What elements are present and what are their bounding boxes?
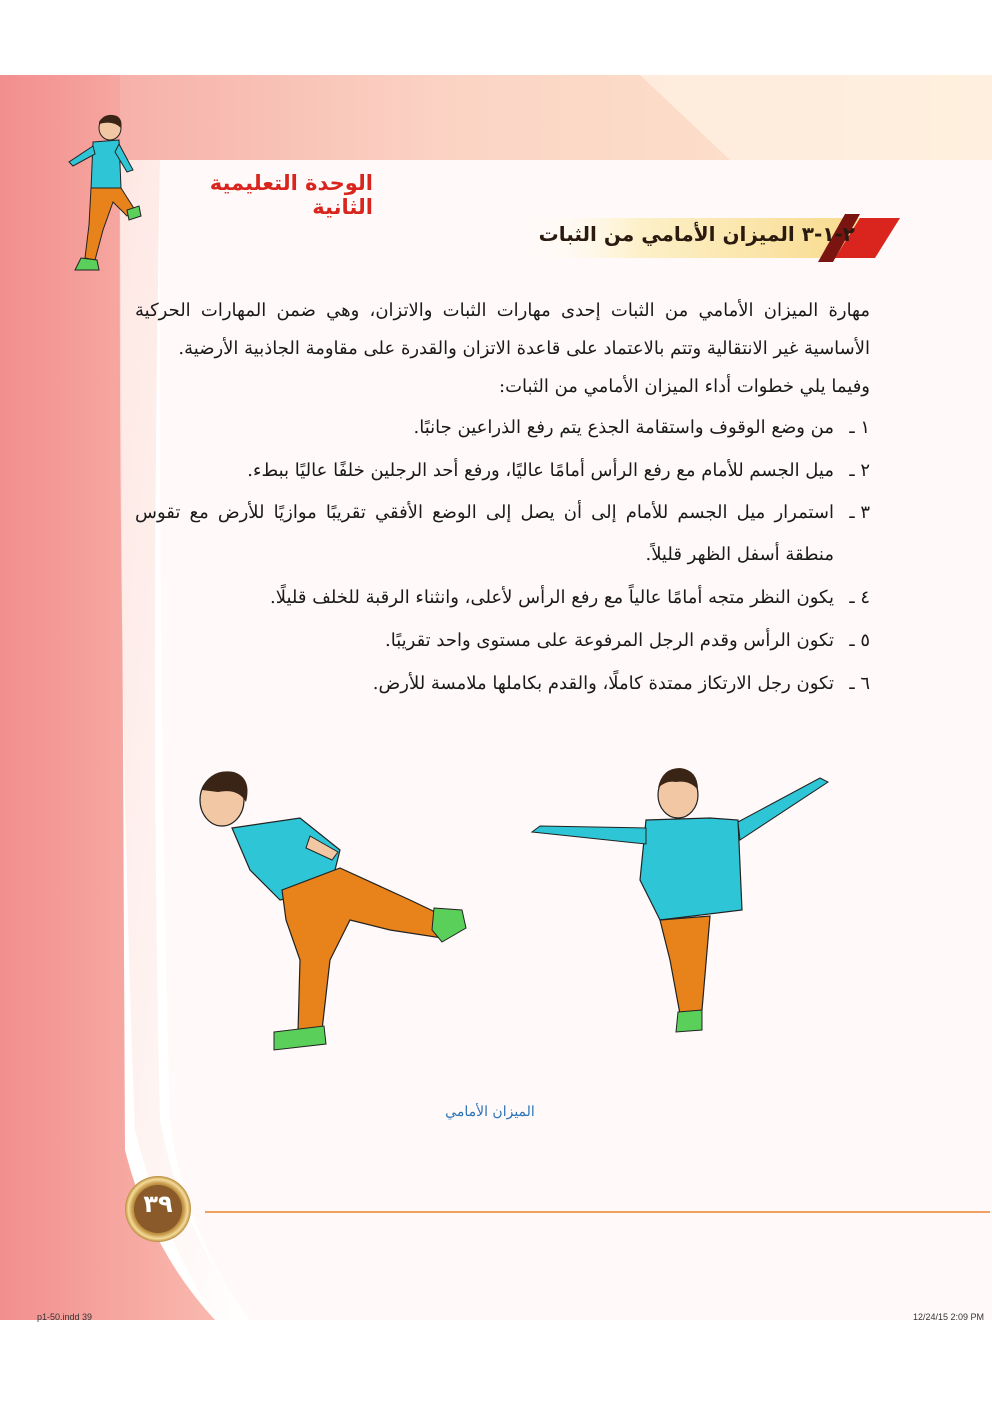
page-number: ٣٩ bbox=[143, 1190, 173, 1218]
step-number: ٣ ـ bbox=[849, 502, 870, 523]
list-item bbox=[135, 492, 870, 576]
print-slug-file: p1-50.indd 39 bbox=[37, 1312, 93, 1322]
step-text: استمرار ميل الجسم للأمام إلى أن يصل إلى الوضع الأفقي تقريبًا موازيًا للأرض مع تقوس منطقة أسفل الظهر قليلاً. bbox=[135, 502, 834, 565]
list-item bbox=[135, 662, 870, 705]
step-text: يكون النظر متجه أمامًا عالياً مع رفع الرأس لأعلى، وانثناء الرقبة للخلف قليلًا. bbox=[270, 587, 834, 608]
step-text: من وضع الوقوف واستقامة الجذع يتم رفع الذراعين جانبًا. bbox=[413, 417, 834, 438]
list-item bbox=[135, 449, 870, 492]
steps-list bbox=[135, 406, 870, 705]
step-text: تكون الرأس وقدم الرجل المرفوعة على مستوى واحد تقريبًا. bbox=[385, 630, 834, 651]
step-number: ٦ ـ bbox=[849, 673, 870, 694]
section-title: ٢-١-٣ الميزان الأمامي من الثبات bbox=[538, 222, 855, 246]
side-view-boy-figure bbox=[200, 771, 466, 1050]
list-item bbox=[135, 576, 870, 619]
step-number: ٥ ـ bbox=[849, 630, 870, 651]
body-text bbox=[135, 292, 870, 705]
print-slug-date: 12/24/15 2:09 PM bbox=[912, 1312, 984, 1322]
unit-title: الوحدة التعليمية الثانية bbox=[209, 171, 373, 219]
intro-paragraph: مهارة الميزان الأمامي من الثبات إحدى مهارات الثبات والاتزان، وهي ضمن المهارات الحركية الأساسية غير الانتقالية وتتم بالاعتماد على قاعدة الاتزان والقدرة على مقاومة الجاذبية الأرضية. bbox=[135, 300, 870, 359]
step-number: ١ ـ bbox=[849, 417, 870, 438]
step-text: تكون رجل الارتكاز ممتدة كاملًا، والقدم بكاملها ملامسة للأرض. bbox=[372, 673, 834, 694]
list-item bbox=[135, 406, 870, 449]
footer-divider bbox=[205, 1211, 990, 1213]
front-view-boy-figure bbox=[532, 768, 828, 1032]
running-boy-illustration bbox=[55, 110, 145, 280]
step-number: ٢ ـ bbox=[849, 460, 870, 481]
step-number: ٤ ـ bbox=[849, 587, 870, 608]
list-item bbox=[135, 619, 870, 662]
step-text: ميل الجسم للأمام مع رفع الرأس أمامًا عاليًا، ورفع أحد الرجلين خلفًا عاليًا ببطء. bbox=[247, 460, 834, 481]
steps-lead: وفيما يلي خطوات أداء الميزان الأمامي من الثبات: bbox=[499, 376, 870, 397]
figure-caption: الميزان الأمامي bbox=[445, 1104, 535, 1120]
front-scale-figures bbox=[190, 760, 840, 1070]
